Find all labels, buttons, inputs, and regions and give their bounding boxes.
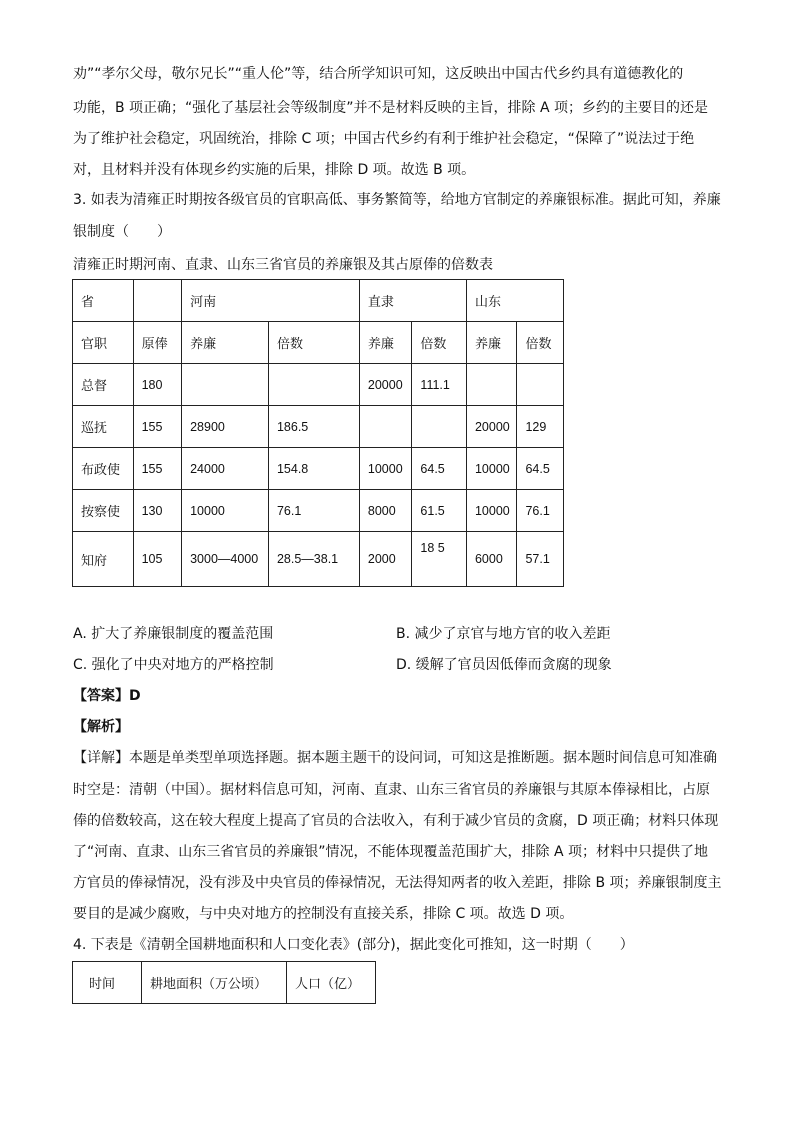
header-time: 时间 bbox=[73, 962, 142, 1004]
cell-value: 20000 bbox=[466, 406, 517, 448]
header-multiple: 倍数 bbox=[412, 322, 467, 364]
header-shandong: 山东 bbox=[466, 280, 563, 322]
cell-value: 64.5 bbox=[517, 448, 564, 490]
cell-post: 总督 bbox=[73, 364, 134, 406]
text-line: 对，且材料并没有体现乡约实施的后果，排除 D 项。故选 B 项。 bbox=[73, 162, 476, 178]
header-henan: 河南 bbox=[182, 280, 360, 322]
cell-value: 154.8 bbox=[268, 448, 359, 490]
cell-post: 巡抚 bbox=[73, 406, 134, 448]
cell-value bbox=[268, 364, 359, 406]
cell-value: 64.5 bbox=[412, 448, 467, 490]
cell-salary: 105 bbox=[133, 532, 181, 587]
cell-value: 24000 bbox=[182, 448, 269, 490]
cell-value: 10000 bbox=[359, 448, 412, 490]
cell-value: 8000 bbox=[359, 490, 412, 532]
cell-salary: 155 bbox=[133, 406, 181, 448]
salary-table bbox=[72, 279, 564, 587]
cell-value: 129 bbox=[517, 406, 564, 448]
header-salary: 原俸 bbox=[133, 322, 181, 364]
detail-line: 了“河南、直隶、山东三省官员的养廉银”情况，不能体现覆盖范围扩大，排除 A 项；材料中只提供了地 bbox=[73, 844, 708, 860]
cell-post: 布政使 bbox=[73, 448, 134, 490]
header-multiple: 倍数 bbox=[268, 322, 359, 364]
detail-line: 方官员的俸禄情况，没有涉及中央官员的俸禄情况，无法得知两者的收入差距，排除 B 项；养廉银制度主 bbox=[73, 875, 722, 891]
header-province: 省 bbox=[73, 280, 134, 322]
cell-salary: 155 bbox=[133, 448, 181, 490]
question-3-stem: 3. 如表为清雍正时期按各级官员的官职高低、事务繁简等，给地方官制定的养廉银标准。据此可知，养廉 bbox=[73, 192, 721, 208]
detail-line: 俸的倍数较高，这在较大程度上提高了官员的合法收入，有利于减少官员的贪腐，D 项正确；材料只体现 bbox=[73, 813, 719, 829]
header-multiple: 倍数 bbox=[517, 322, 564, 364]
option-c[interactable]: C. 强化了中央对地方的严格控制 bbox=[73, 657, 274, 673]
population-table bbox=[72, 961, 376, 1004]
header-zhili: 直隶 bbox=[359, 280, 466, 322]
analysis-label: 【解析】 bbox=[73, 719, 129, 735]
text-line: 劝”“孝尔父母，敬尔兄长”“重人伦”等，结合所学知识可知，这反映出中国古代乡约具有道德教化的 bbox=[73, 66, 684, 82]
cell-value: 28900 bbox=[182, 406, 269, 448]
cell-value: 61.5 bbox=[412, 490, 467, 532]
header-area: 耕地面积（万公顷） bbox=[142, 962, 287, 1004]
cell-value: 76.1 bbox=[517, 490, 564, 532]
cell-value: 20000 bbox=[359, 364, 412, 406]
text-line: 为了维护社会稳定，巩固统治，排除 C 项；中国古代乡约有利于维护社会稳定，“保障了”说法过于绝 bbox=[73, 131, 695, 147]
table-row bbox=[73, 532, 564, 587]
cell-value: 111.1 bbox=[412, 364, 467, 406]
cell-value: 28.5—38.1 bbox=[268, 532, 359, 587]
cell-value: 10000 bbox=[466, 490, 517, 532]
option-b[interactable]: B. 减少了京官与地方官的收入差距 bbox=[396, 626, 611, 642]
table-row bbox=[73, 448, 564, 490]
header-yanglian: 养廉 bbox=[466, 322, 517, 364]
cell-value bbox=[182, 364, 269, 406]
question-3-stem: 银制度（ ） bbox=[73, 224, 171, 240]
cell-value: 186.5 bbox=[268, 406, 359, 448]
detail-line: 【详解】本题是单类型单项选择题。据本题主题干的设问词，可知这是推断题。据本题时间信息可知准确 bbox=[73, 750, 717, 766]
option-a[interactable]: A. 扩大了养廉银制度的覆盖范围 bbox=[73, 626, 274, 642]
answer-label: 【答案】D bbox=[73, 688, 141, 704]
cell-value: 3000—4000 bbox=[182, 532, 269, 587]
question-4-stem: 4. 下表是《清朝全国耕地面积和人口变化表》(部分)，据此变化可推知，这一时期（ ） bbox=[73, 937, 634, 953]
cell-post: 按察使 bbox=[73, 490, 134, 532]
cell-value: 10000 bbox=[466, 448, 517, 490]
detail-line: 时空是：清朝（中国）。据材料信息可知，河南、直隶、山东三省官员的养廉银与其原本俸禄相比，占原 bbox=[73, 782, 710, 798]
cell-post: 知府 bbox=[73, 532, 134, 587]
cell-value: 2000 bbox=[359, 532, 412, 587]
option-d[interactable]: D. 缓解了官员因低俸而贪腐的现象 bbox=[396, 657, 612, 673]
cell-value: 76.1 bbox=[268, 490, 359, 532]
cell-value bbox=[359, 406, 412, 448]
table-row bbox=[73, 364, 564, 406]
cell-value: 57.1 bbox=[517, 532, 564, 587]
table-row bbox=[73, 406, 564, 448]
detail-line: 要目的是减少腐败，与中央对地方的控制没有直接关系，排除 C 项。故选 D 项。 bbox=[73, 906, 574, 922]
cell-value bbox=[412, 406, 467, 448]
header-post: 官职 bbox=[73, 322, 134, 364]
cell-value bbox=[466, 364, 517, 406]
header-yanglian: 养廉 bbox=[359, 322, 412, 364]
table-row bbox=[73, 490, 564, 532]
table-caption: 清雍正时期河南、直隶、山东三省官员的养廉银及其占原俸的倍数表 bbox=[73, 257, 493, 273]
cell-value: 6000 bbox=[466, 532, 517, 587]
cell-salary: 180 bbox=[133, 364, 181, 406]
header-population: 人口（亿） bbox=[287, 962, 376, 1004]
cell-value bbox=[517, 364, 564, 406]
header-yanglian: 养廉 bbox=[182, 322, 269, 364]
text-line: 功能，B 项正确；“强化了基层社会等级制度”并不是材料反映的主旨，排除 A 项；乡约的主要目的还是 bbox=[73, 100, 709, 116]
cell-value: 18 5 bbox=[412, 532, 467, 587]
cell-value: 10000 bbox=[182, 490, 269, 532]
cell-salary: 130 bbox=[133, 490, 181, 532]
